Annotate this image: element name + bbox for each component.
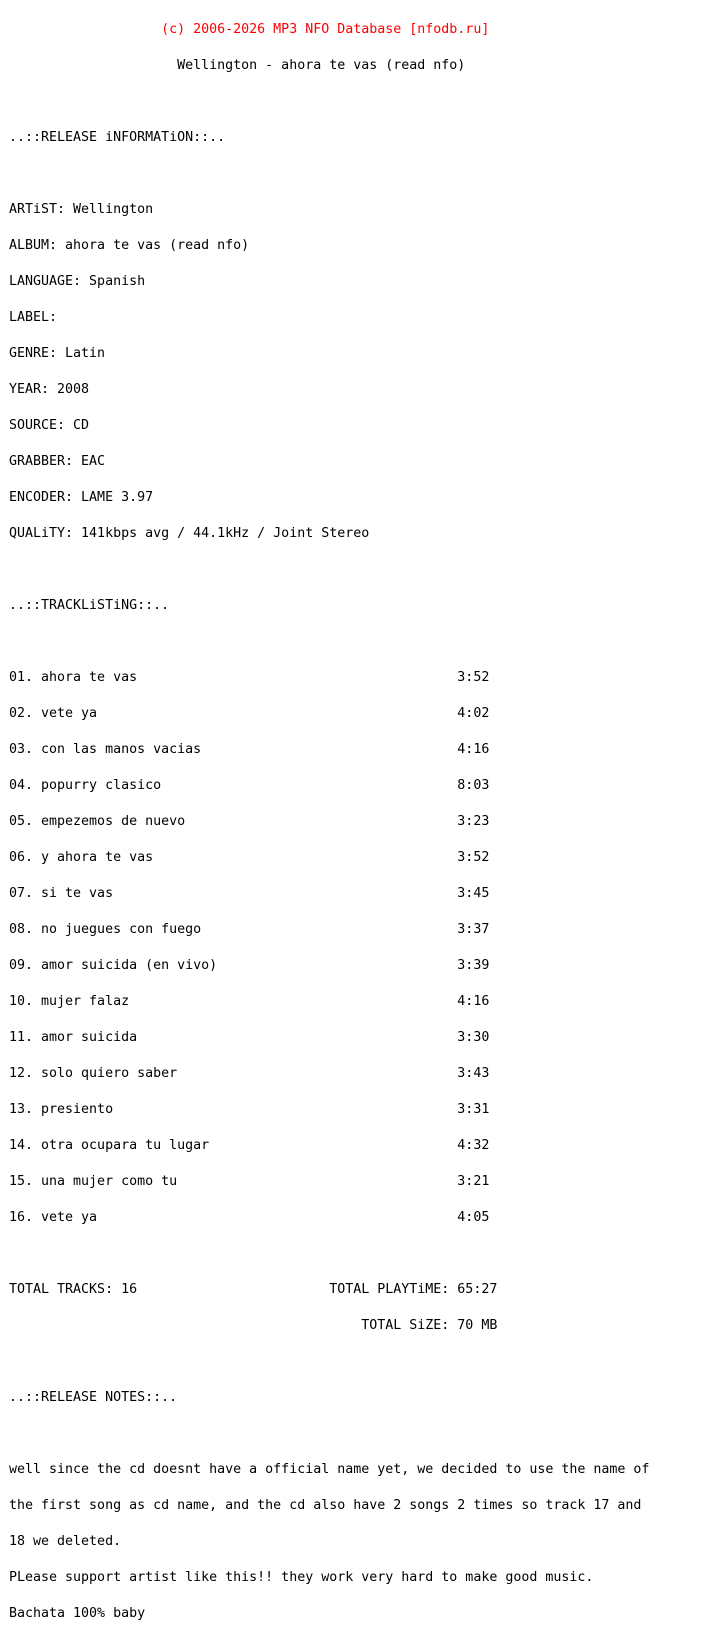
- info-album: ALBUM: ahora te vas (read nfo): [9, 238, 250, 253]
- totals-size: TOTAL SiZE: 70 MB: [9, 1318, 498, 1333]
- section-heading-release-info: ..::RELEASE iNFORMATiON::..: [9, 130, 226, 145]
- info-source: SOURCE: CD: [9, 418, 90, 433]
- release-notes-line: PLease support artist like this!! they work very hard to make good music.: [9, 1570, 594, 1585]
- track-row: 13. presiento 3:31: [9, 1102, 490, 1117]
- info-year: YEAR: 2008: [9, 382, 90, 397]
- info-language: LANGUAGE: Spanish: [9, 274, 146, 289]
- release-notes-line: 18 we deleted.: [9, 1534, 122, 1549]
- track-row: 08. no juegues con fuego 3:37: [9, 922, 490, 937]
- info-artist: ARTiST: Wellington: [9, 202, 154, 217]
- track-row: 10. mujer falaz 4:16: [9, 994, 490, 1009]
- info-encoder: ENCODER: LAME 3.97: [9, 490, 154, 505]
- info-genre: GENRE: Latin: [9, 346, 106, 361]
- track-row: 12. solo quiero saber 3:43: [9, 1066, 490, 1081]
- track-row: 04. popurry clasico 8:03: [9, 778, 490, 793]
- info-quality: QUALiTY: 141kbps avg / 44.1kHz / Joint Stereo: [9, 526, 370, 541]
- info-grabber: GRABBER: EAC: [9, 454, 106, 469]
- blank-line: [9, 1428, 649, 1440]
- blank-line: [9, 636, 649, 648]
- track-row: 09. amor suicida (en vivo) 3:39: [9, 958, 490, 973]
- track-row: 06. y ahora te vas 3:52: [9, 850, 490, 865]
- totals-tracks-playtime: TOTAL TRACKS: 16 TOTAL PLAYTiME: 65:27: [9, 1282, 498, 1297]
- release-notes-line: well since the cd doesnt have a official name yet, we decided to use the name of: [9, 1462, 650, 1477]
- release-title: Wellington - ahora te vas (read nfo): [9, 58, 466, 73]
- blank-line: [9, 168, 649, 180]
- track-row: 14. otra ocupara tu lugar 4:32: [9, 1138, 490, 1153]
- section-heading-tracklisting: ..::TRACKLiSTiNG::..: [9, 598, 170, 613]
- blank-line: [9, 1356, 649, 1368]
- track-row: 11. amor suicida 3:30: [9, 1030, 490, 1045]
- track-row: 05. empezemos de nuevo 3:23: [9, 814, 490, 829]
- release-notes-line: Bachata 100% baby: [9, 1606, 146, 1621]
- track-row: 16. vete ya 4:05: [9, 1210, 490, 1225]
- track-row: 02. vete ya 4:02: [9, 706, 490, 721]
- release-notes-line: the first song as cd name, and the cd also have 2 songs 2 times so track 17 and: [9, 1498, 642, 1513]
- nfo-document: [9, 0, 649, 1632]
- blank-line: [9, 1248, 649, 1260]
- track-row: 07. si te vas 3:45: [9, 886, 490, 901]
- info-label: LABEL:: [9, 310, 58, 325]
- track-row: 15. una mujer como tu 3:21: [9, 1174, 490, 1189]
- track-row: 01. ahora te vas 3:52: [9, 670, 490, 685]
- track-row: 03. con las manos vacias 4:16: [9, 742, 490, 757]
- blank-line: [9, 96, 649, 108]
- section-heading-release-notes: ..::RELEASE NOTES::..: [9, 1390, 178, 1405]
- blank-line: [9, 564, 649, 576]
- copyright-header: (c) 2006-2026 MP3 NFO Database [nfodb.ru]: [9, 22, 490, 37]
